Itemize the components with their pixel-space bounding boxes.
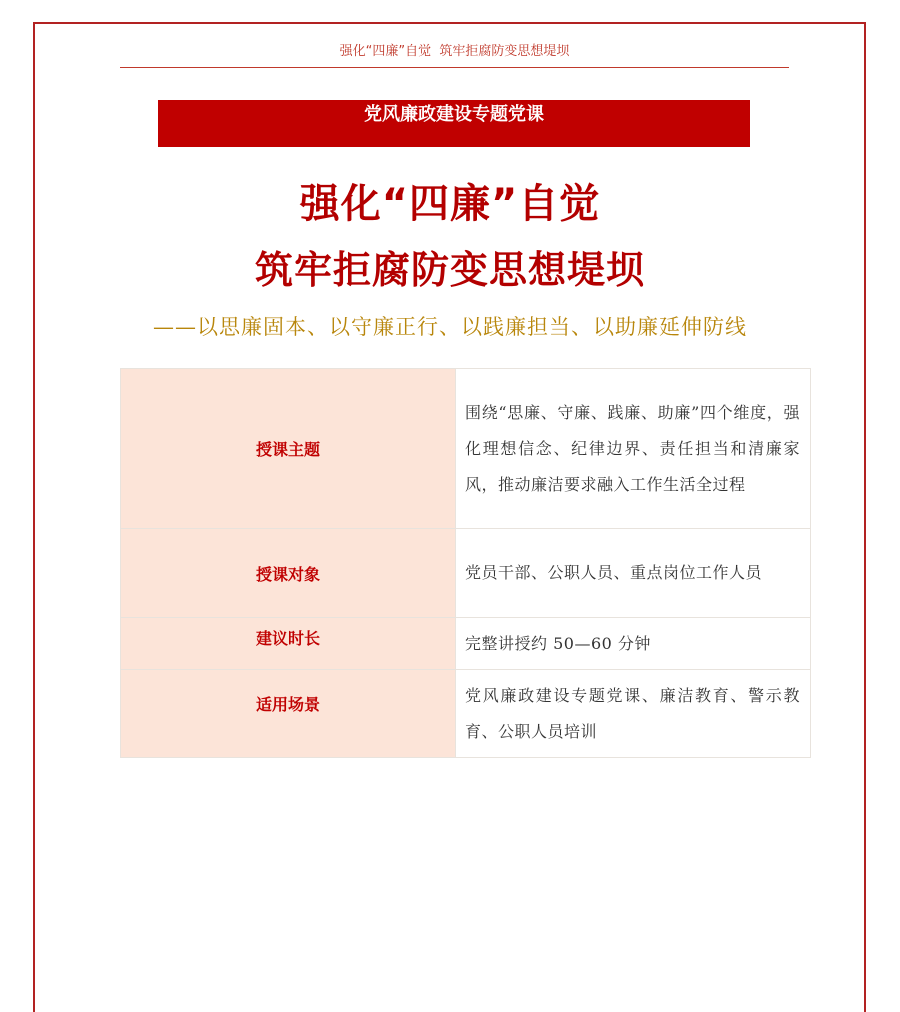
table-row [121, 529, 811, 618]
page-title-line2: 筑牢拒腐防变思想堤坝 [254, 248, 645, 292]
row-label: 建议时长 [121, 618, 456, 670]
table-row [121, 369, 811, 529]
row-value: 党员干部、公职人员、重点岗位工作人员 [456, 529, 811, 618]
topic-banner: 党风廉政建设专题党课 [158, 100, 750, 147]
row-label: 授课主题 [121, 369, 456, 529]
row-value: 围绕“思廉、守廉、践廉、助廉”四个维度，强化理想信念、纪律边界、责任担当和清廉家风，推动廉洁要求融入工作生活全过程 [456, 369, 811, 529]
row-value: 党风廉政建设专题党课、廉洁教育、警示教育、公职人员培训 [456, 670, 811, 758]
row-value: 完整讲授约 50—60 分钟 [456, 618, 811, 670]
page-title-line1: 强化“四廉”自觉 [299, 181, 601, 227]
page-subtitle: ——以思廉固本、以守廉正行、以践廉担当、以助廉延伸防线 [153, 315, 747, 339]
table-row [121, 670, 811, 758]
running-header: 强化“四廉”自觉 筑牢拒腐防变思想堤坝 [339, 44, 570, 59]
header-rule [120, 67, 789, 68]
table-row [121, 618, 811, 670]
row-label: 授课对象 [121, 529, 456, 618]
row-label: 适用场景 [121, 670, 456, 758]
info-table [120, 368, 811, 758]
